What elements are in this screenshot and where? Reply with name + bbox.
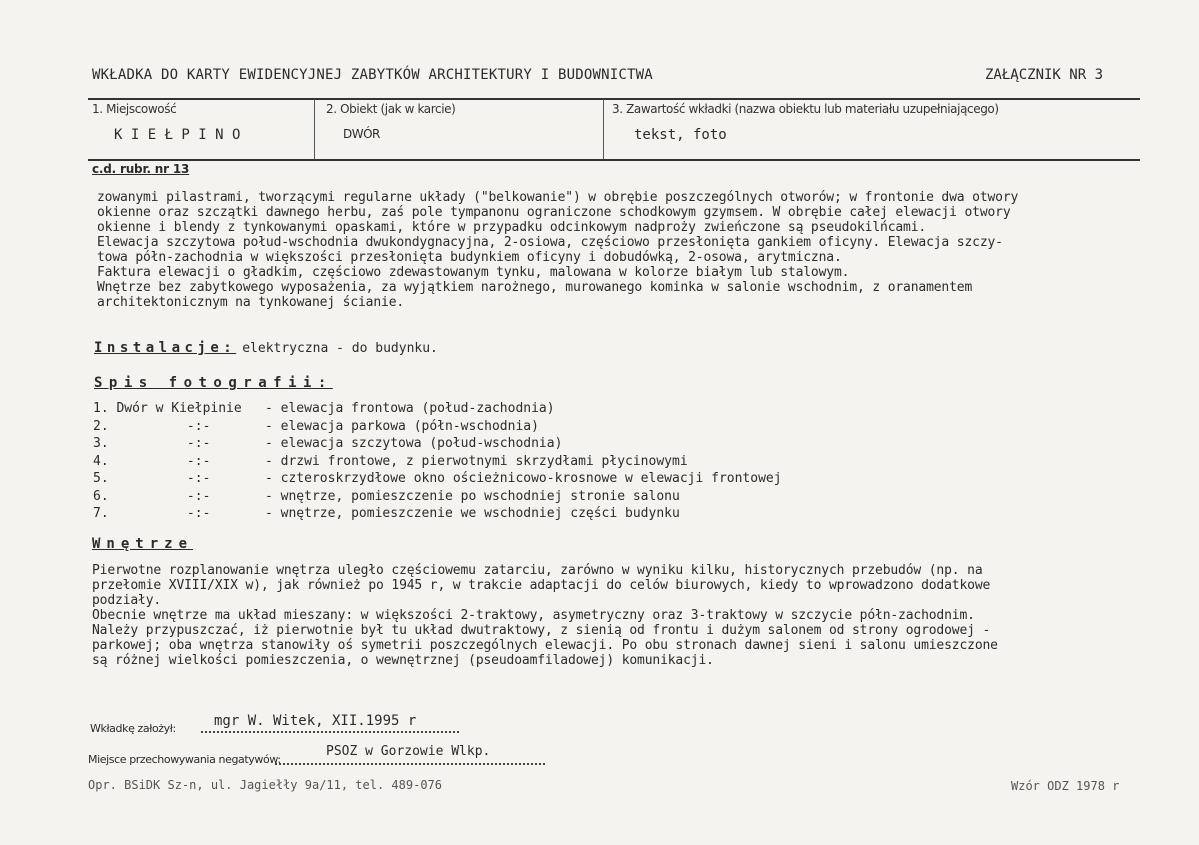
photo-item [93, 470, 782, 488]
description-line: architektonicznym na tynkowanej ścianie. [97, 295, 405, 310]
description-line: towa półn-zachodnia w większości przesłonięta budynkiem oficyny i dobudówką, 2-osowa, arytmiczna. [97, 250, 842, 265]
interior-line: parkowej; oba wnętrza stanowiły oś symetrii poszczególnych elewacji. Po obu stronach dawnej sieni i salonu umieszczone [92, 638, 998, 653]
founded-dotted-line [201, 731, 459, 733]
photo-description: - czteroskrzydłowe okno ościeżnicowo-krosnowe w elewacji frontowej [265, 471, 782, 486]
photo-description: - elewacja parkowa (półn-wschodnia) [265, 418, 539, 434]
founded-label: Wkładkę założył: [90, 722, 176, 735]
field-divider-2 [603, 99, 604, 159]
photo-number: 7. -:- [93, 506, 211, 521]
attachment-number: ZAŁĄCZNIK NR 3 [985, 67, 1104, 83]
photo-number: 2. -:- [93, 418, 211, 434]
storage-label: Miejsce przechowywania negatywów: [88, 753, 281, 766]
photo-description: - wnętrze, pomieszczenie we wschodniej części budynku [265, 506, 680, 521]
interior-heading: Wnętrze [92, 536, 194, 552]
founded-value: mgr W. Witek, XII.1995 r [214, 713, 417, 729]
description-line: Elewacja szczytowa połud-wschodnia dwukondygnacyjna, 2-osiowa, częściowo przesłonięta gankiem oficyny. Elewacja szczy- [97, 235, 1003, 250]
photo-number: 3. -:- [93, 436, 211, 451]
description-line: Faktura elewacji o gładkim, częściowo zdewastowanym tynku, malowana w kolorze białym lub stalowym. [97, 265, 850, 280]
photo-description: - elewacja szczytowa (połud-wschodnia) [265, 436, 563, 451]
form-title: WKŁADKA DO KARTY EWIDENCYJNEJ ZABYTKÓW ARCHITEKTURY I BUDOWNICTWA [92, 67, 653, 83]
photo-list [93, 400, 782, 523]
photo-item [93, 435, 782, 453]
interior-line: są różnej wielkości pomieszczenia, o wewnętrznej (pseudoamfiladowej) komunikacji. [92, 653, 714, 668]
installations-section [94, 340, 438, 356]
header-bottom-rule [88, 159, 1140, 161]
photo-item [93, 505, 782, 523]
installations-heading: Instalacje: [94, 340, 237, 356]
photo-description: - wnętrze, pomieszczenie po wschodniej stronie salonu [265, 488, 680, 504]
storage-dotted-line [275, 763, 545, 765]
content-label: 3. Zawartość wkładki (nazwa obiektu lub materiału uzupełniającego) [612, 102, 999, 116]
photo-number: 4. -:- [93, 453, 211, 469]
object-label: 2. Obiekt (jak w karcie) [326, 102, 456, 116]
interior-line: Należy przypuszczać, iż pierwotnie był tu układ dwutraktowy, z sienią od frontu i dużym salonem od strony ogrodowej - [92, 623, 991, 638]
photo-list-heading: Spis fotografii: [94, 375, 333, 391]
print-info: Opr. BSiDK Sz-n, ul. Jagiełły 9a/11, tel. 489-076 [88, 778, 443, 792]
description-block [97, 190, 1018, 310]
header-top-rule [88, 98, 1140, 100]
interior-line: podziały. [92, 593, 162, 608]
template-info: Wzór ODZ 1978 r [1011, 779, 1120, 793]
interior-line: przełomie XVIII/XIX w), jak również po 1945 r, w trakcie adaptacji do celów biurowych, kiedy to wprowadzono dodatkowe [92, 578, 991, 593]
continuation-label: c.d. rubr. nr 13 [92, 162, 190, 176]
content-value: tekst, foto [634, 127, 727, 143]
photo-description: - elewacja frontowa (połud-zachodnia) [265, 401, 555, 416]
photo-number: 1. Dwór w Kiełpinie [93, 401, 242, 416]
interior-block [92, 563, 998, 668]
object-value: DWÓR [343, 127, 380, 141]
field-divider-1 [314, 99, 315, 159]
description-line: Wnętrze bez zabytkowego wyposażenia, za wyjątkiem narożnego, murowanego kominka w salonie wschodnim, z oranamentem [97, 280, 973, 295]
description-line: okienne oraz szczątki dawnego herbu, zaś pole tympanonu ograniczone schodkowym gzymsem. W obrębie całej elewacji otwory [97, 205, 1011, 220]
interior-line: Pierwotne rozplanowanie wnętrza uległo częściowemu zatarciu, zarówno w wyniku kilku, historycznych przebudów (np. na [92, 563, 983, 578]
place-label: 1. Miejscowość [92, 102, 177, 116]
photo-item [93, 488, 782, 506]
photo-item [93, 453, 782, 471]
storage-value: PSOZ w Gorzowie Wlkp. [326, 744, 491, 759]
photo-description: - drzwi frontowe, z pierwotnymi skrzydłami płycinowymi [265, 453, 688, 469]
description-line: zowanymi pilastrami, tworzącymi regularne układy ("belkowanie") w obrębie poszczególnych otworów; w frontonie dwa otwory [97, 190, 1019, 205]
interior-line: Obecnie wnętrze ma układ mieszany: w większości 2-traktowy, asymetryczny oraz 3-traktowy w szczycie półn-zachodnim. [92, 608, 975, 623]
installations-value: elektryczna - do budynku. [242, 341, 438, 356]
place-value: K I E Ł P I N O [114, 127, 241, 143]
photo-number: 6. -:- [93, 488, 211, 504]
description-line: okienne i blendy z tynkowanymi opaskami, które w przypadku odcinkowym nadproży zwieńczone są pseudokilńcami. [97, 220, 927, 235]
photo-item [93, 400, 782, 418]
photo-item [93, 418, 782, 436]
photo-number: 5. -:- [93, 471, 211, 486]
